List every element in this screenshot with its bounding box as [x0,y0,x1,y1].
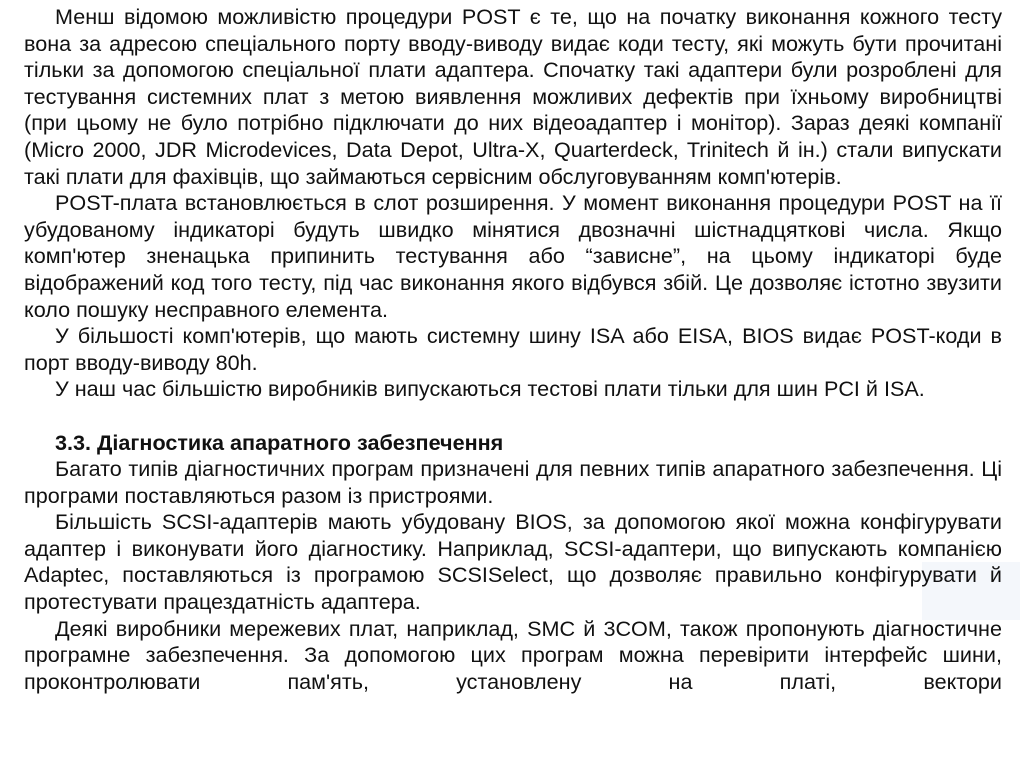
paragraph-diagnostic-programs: Багато типів діагностичних програм призначені для певних типів апаратного забезпечення. Ці програми поставляються разом із пристроями. [24,456,1002,508]
document-page [24,4,1002,695]
paragraph-network-cards: Деякі виробники мережевих плат, наприклад, SMC й 3COM, також пропонують діагностичне програмне забезпечення. За допомогою цих програм можна перевірити інтерфейс шини, проконтролювати пам'ять, установлену на платі, вектори [24,615,1002,694]
section-heading: 3.3. Діагностика апаратного забезпечення [55,429,504,455]
paragraph-scsi-adapters: Більшість SCSI-адаптерів мають убудовану BIOS, за допомогою якої можна конфігурувати адаптер і виконувати його діагностику. Наприклад, SCSI-адаптери, що випускають компанією Adaptec, поставляються із програмою SCSISelect, що дозволяє правильно конфігурувати й протестувати працездатність адаптера. [24,509,1002,615]
paragraph-post-card: POST-плата встановлюється в слот розширення. У момент виконання процедури POST на її убудованому індикаторі будуть швидко мінятися двозначні шістнадцяткові числа. Якщо комп'ютер зненацька припинить тестування або “зависне”, на цьому індикаторі буде відображений код того тесту, під час виконання якого відбувся збій. Це дозволяє істотно звузити коло пошуку несправного елемента. [24,190,1002,322]
paragraph-isa-eisa: У більшості комп'ютерів, що мають системну шину ISA або EISA, BIOS видає POST-коди в порт вводу-виводу 80h. [24,323,1002,375]
blank-line [24,403,1002,430]
paragraph-pci-isa: У наш час більшістю виробників випускаються тестові плати тільки для шин PCI й ISA. [55,376,925,402]
paragraph-post-codes: Менш відомою можливістю процедури POST є те, що на початку виконання кожного тесту вона за адресою спеціального порту вводу-виводу видає коди тесту, які можуть бути прочитані тільки за допомогою спеціальної плати адаптера. Спочатку такі адаптери були розроблені для тестування системних плат з метою виявлення можливих дефектів при їхньому виробництві (при цьому не було потрібно підключати до них відеоадаптер і монітор). Зараз деякі компанії (Micro 2000, JDR Microdevices, Data Depot, Ultra-X, Quarterdeck, Trinitech й ін.) стали випускати такі плати для фахівців, що займаються сервісним обслуговуванням комп'ютерів. [24,4,1002,189]
